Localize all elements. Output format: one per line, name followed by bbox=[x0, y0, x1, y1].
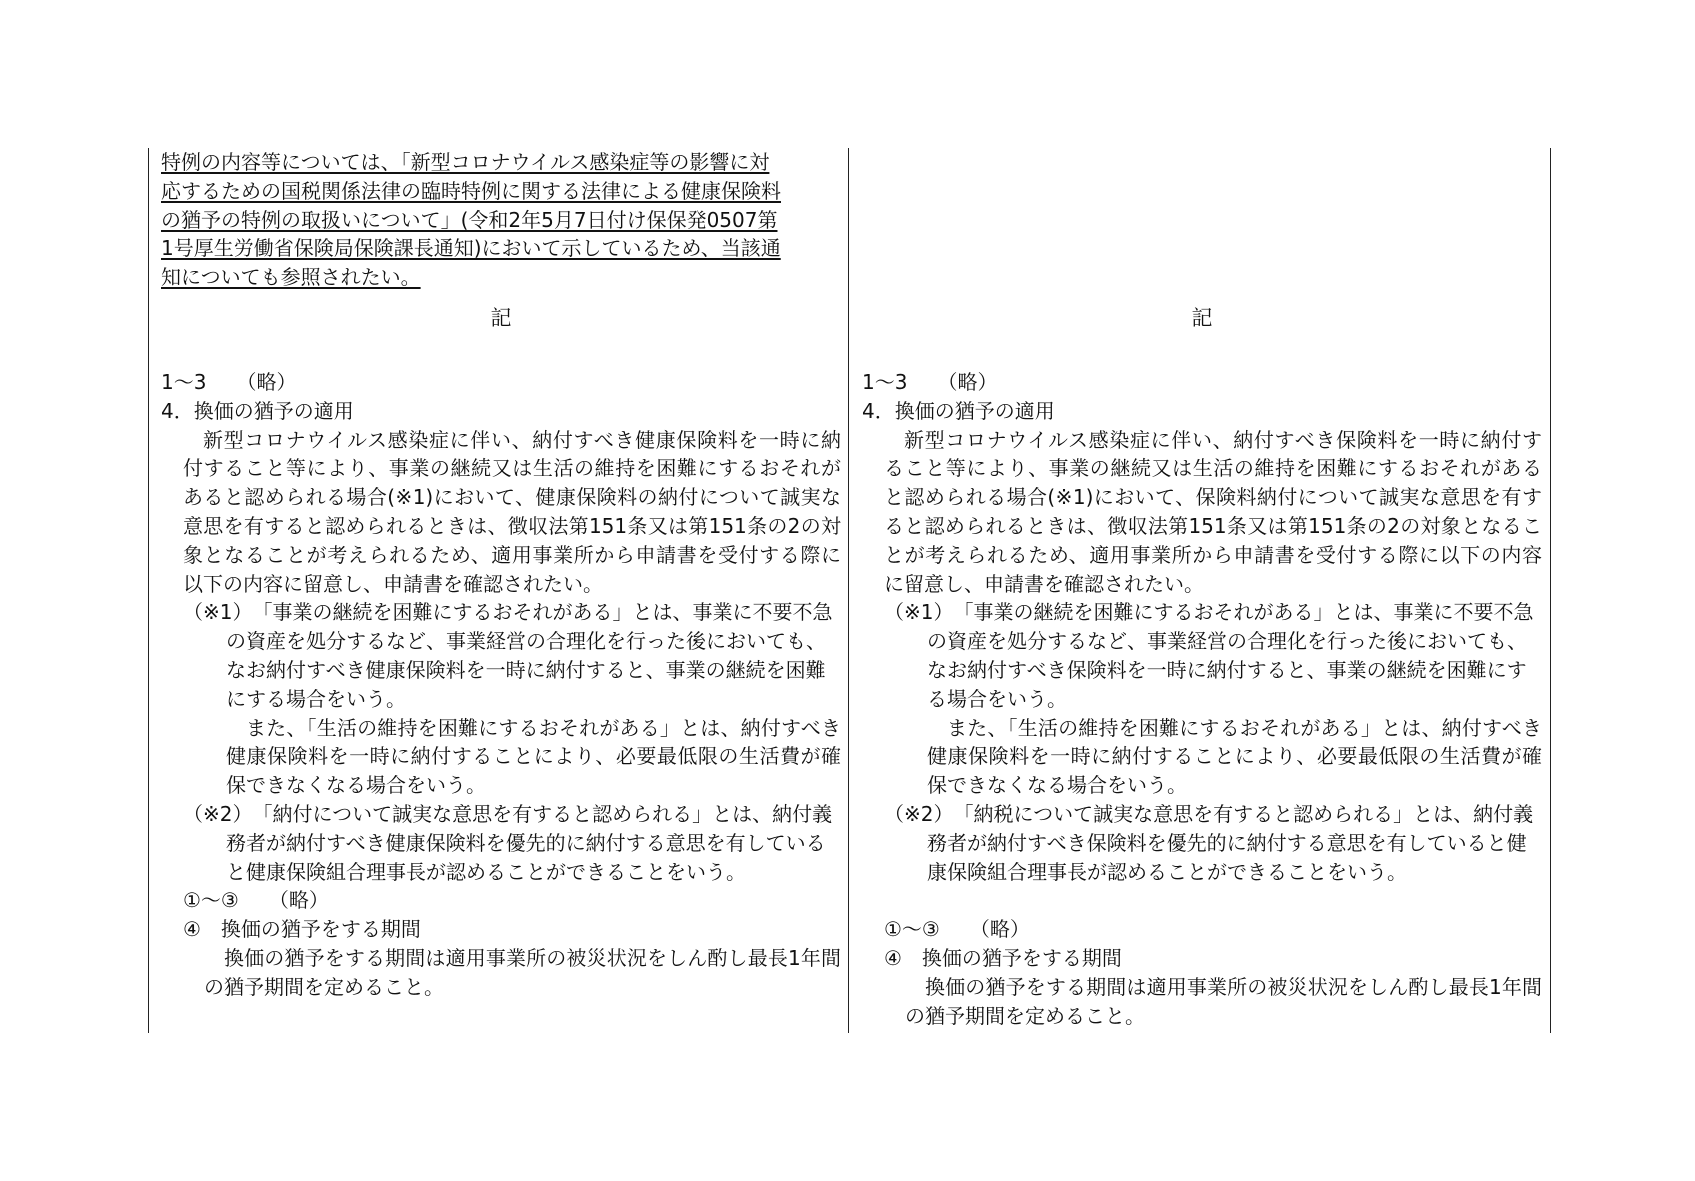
intro-line: 特例の内容等については、「新型コロナウイルス感染症等の影響に対 bbox=[161, 150, 770, 174]
ki-heading: 記 bbox=[490, 306, 512, 330]
intro-line: 応するための国税関係法律の臨時特例に関する法律による健康保険料 bbox=[161, 178, 781, 203]
item-1-3: 1～3 （略） bbox=[862, 370, 998, 394]
circled-1-3: ①～③ （略） bbox=[183, 888, 329, 913]
circled-4-body: 換価の猶予をする期間は適用事業所の被災状況をしん酌し最長1年間の猶予期間を定めること。 bbox=[905, 974, 1542, 1028]
item-4-paragraph: 新型コロナウイルス感染症に伴い、納付すべき保険料を一時に納付すること等により、事業の継続又は生活の維持を困難にするおそれがあると認められる場合(※1)において、保険料納付について誠実な意思を有すると認められるときは、徴収法第151条又は第151条の2の対象となることが考えられるため、適用事業所から申請書を受付する際に以下の内容に留意し、申請書を確認されたい。 bbox=[884, 427, 1542, 596]
note-2: （※2） 「納税について誠実な意思を有すると認められる」とは、納付義務者が納付すべき保険料を優先的に納付する意思を有していると健康保険組合理事長が認めることができることをいう。 bbox=[884, 801, 1534, 884]
intro-line: の猶予の特例の取扱いについて」(令和2年5月7日付け保保発0507第 bbox=[161, 207, 778, 232]
note-1-also: また、「生活の維持を困難にするおそれがある」とは、納付すべき健康保険料を一時に納付することにより、必要最低限の生活費が確保できなくなる場合をいう。 bbox=[927, 715, 1542, 798]
column-border-right bbox=[1550, 148, 1551, 1033]
note-1: （※1） 「事業の継続を困難にするおそれがある」とは、事業に不要不急の資産を処分するなど、事業経営の合理化を行った後においても、なお納付すべき保険料を一時に納付すると、事業の継続を困難にする場合をいう。 bbox=[884, 600, 1534, 711]
item-4-paragraph: 新型コロナウイルス感染症に伴い、納付すべき健康保険料を一時に納付すること等により、事業の継続又は生活の維持を困難にするおそれがあると認められる場合(※1)において、健康保険料の納付について誠実な意思を有すると認められるときは、徴収法第151条又は第151条の2の対象となることが考えられるため、適用事業所から申請書を受付する際に以下の内容に留意し、申請書を確認されたい。 bbox=[183, 427, 841, 596]
note-1-also: また、「生活の維持を困難にするおそれがある」とは、納付すべき健康保険料を一時に納付することにより、必要最低限の生活費が確保できなくなる場合をいう。 bbox=[226, 715, 841, 798]
note-2: （※2） 「納付について誠実な意思を有すると認められる」とは、納付義務者が納付すべき健康保険料を優先的に納付する意思を有していると健康保険組合理事長が認めることができることをいう。 bbox=[183, 801, 833, 884]
column-border-left bbox=[148, 148, 149, 1033]
intro-line: 1号厚生労働省保険局保険課長通知)において示しているため、当該通 bbox=[161, 236, 781, 261]
item-4-title: 4．換価の猶予の適用 bbox=[862, 398, 1055, 423]
circled-1-3: ①～③ （略） bbox=[884, 917, 1030, 942]
circled-4-title: ④ 換価の猶予をする期間 bbox=[884, 945, 1122, 970]
intro-blank bbox=[862, 148, 1542, 290]
circled-4-body: 換価の猶予をする期間は適用事業所の被災状況をしん酌し最長1年間の猶予期間を定めること。 bbox=[204, 945, 841, 999]
intro-line: 知についても参照されたい。 bbox=[161, 265, 421, 290]
item-1-3: 1～3 （略） bbox=[161, 370, 297, 394]
intro-paragraph bbox=[161, 148, 841, 290]
item-4-title: 4．換価の猶予の適用 bbox=[161, 398, 354, 423]
right-column-current bbox=[862, 148, 1542, 1030]
note-1: （※1） 「事業の継続を困難にするおそれがある」とは、事業に不要不急の資産を処分するなど、事業経営の合理化を行った後においても、なお納付すべき健康保険料を一時に納付すると、事業の継続を困難にする場合をいう。 bbox=[183, 600, 833, 711]
left-column-revised bbox=[161, 148, 841, 1002]
ki-heading: 記 bbox=[1191, 306, 1213, 330]
circled-4-title: ④ 換価の猶予をする期間 bbox=[183, 917, 421, 942]
column-divider bbox=[848, 148, 849, 1033]
